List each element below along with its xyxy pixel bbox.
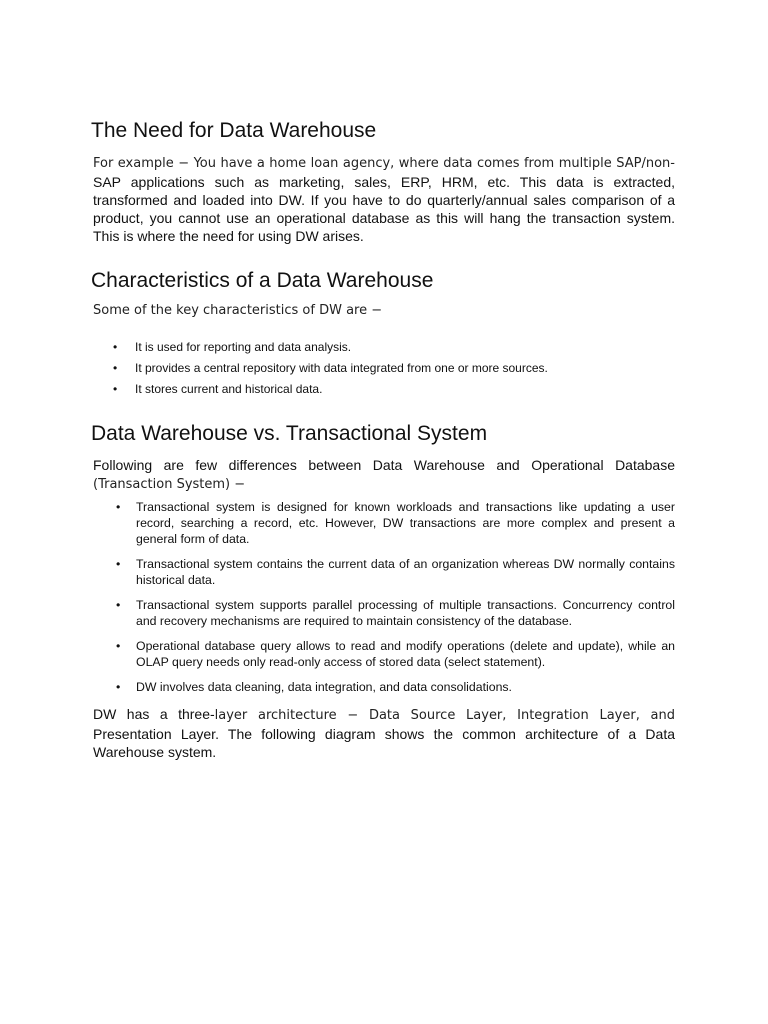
list-item-text: DW involves data cleaning, data integration, and data consolidations. xyxy=(136,680,512,694)
bullet-icon: • xyxy=(113,340,118,354)
list-item xyxy=(116,638,675,670)
list-item-text: Transactional system supports parallel processing of multiple transactions. Concurrency control and recovery mechanisms are required to maintain consistency of the database. xyxy=(136,598,675,628)
architecture-paragraph xyxy=(93,705,675,761)
characteristics-list xyxy=(113,337,548,400)
list-item-text: It stores current and historical data. xyxy=(135,382,323,396)
bullet-icon: • xyxy=(116,500,121,514)
architecture-paragraph-soft: layer architecture − Data Source Layer, Integration Layer, and xyxy=(214,708,675,723)
bullet-icon: • xyxy=(116,557,121,571)
heading-need-for-data-warehouse: The Need for Data Warehouse xyxy=(91,119,377,142)
list-item xyxy=(113,379,548,400)
paragraph-need-lead: For example − You have a home loan agency, where data comes from multiple SAP/non- xyxy=(93,156,675,171)
paragraph-need xyxy=(93,153,675,245)
list-item-text: It is used for reporting and data analysis. xyxy=(135,340,352,354)
architecture-paragraph-start: DW has a three- xyxy=(93,706,215,722)
paragraph-need-rest: SAP applications such as marketing, sales, ERP, HRM, etc. This data is extracted, transformed and loaded into DW. If you have to do quarterly/annual sales comparison of a product, you cannot use an operational database as this will hang the transaction system. This is where the need for using DW arises. xyxy=(93,174,675,244)
heading-characteristics: Characteristics of a Data Warehouse xyxy=(91,269,434,292)
list-item xyxy=(116,499,675,547)
bullet-icon: • xyxy=(113,361,118,375)
list-item-text: Transactional system is designed for known workloads and transactions like updating a user record, searching a record, etc. However, DW transactions are more complex and present a general form of data. xyxy=(136,500,675,546)
list-item xyxy=(113,358,548,379)
list-item-text: Transactional system contains the current data of an organization whereas DW normally contains historical data. xyxy=(136,557,675,587)
bullet-icon: • xyxy=(116,639,121,653)
bullet-icon: • xyxy=(116,598,121,612)
comparison-list xyxy=(116,499,675,704)
list-item xyxy=(113,337,548,358)
comparison-intro-line1: Following are few differences between Data Warehouse and Operational Database xyxy=(93,457,675,473)
list-item xyxy=(116,597,675,629)
list-item xyxy=(116,556,675,588)
list-item-text: It provides a central repository with data integrated from one or more sources. xyxy=(135,361,548,375)
comparison-intro xyxy=(93,456,675,494)
list-item-text: Operational database query allows to read and modify operations (delete and update), while an OLAP query needs only read-only access of stored data (select statement). xyxy=(136,639,675,669)
bullet-icon: • xyxy=(116,680,121,694)
characteristics-intro: Some of the key characteristics of DW are − xyxy=(93,303,383,318)
list-item xyxy=(116,679,675,695)
comparison-intro-line2: (Transaction System) − xyxy=(93,477,246,492)
bullet-icon: • xyxy=(113,382,118,396)
architecture-paragraph-rest: Presentation Layer. The following diagram shows the common architecture of a Data Warehouse system. xyxy=(93,726,675,760)
heading-dw-vs-transactional: Data Warehouse vs. Transactional System xyxy=(91,422,488,445)
